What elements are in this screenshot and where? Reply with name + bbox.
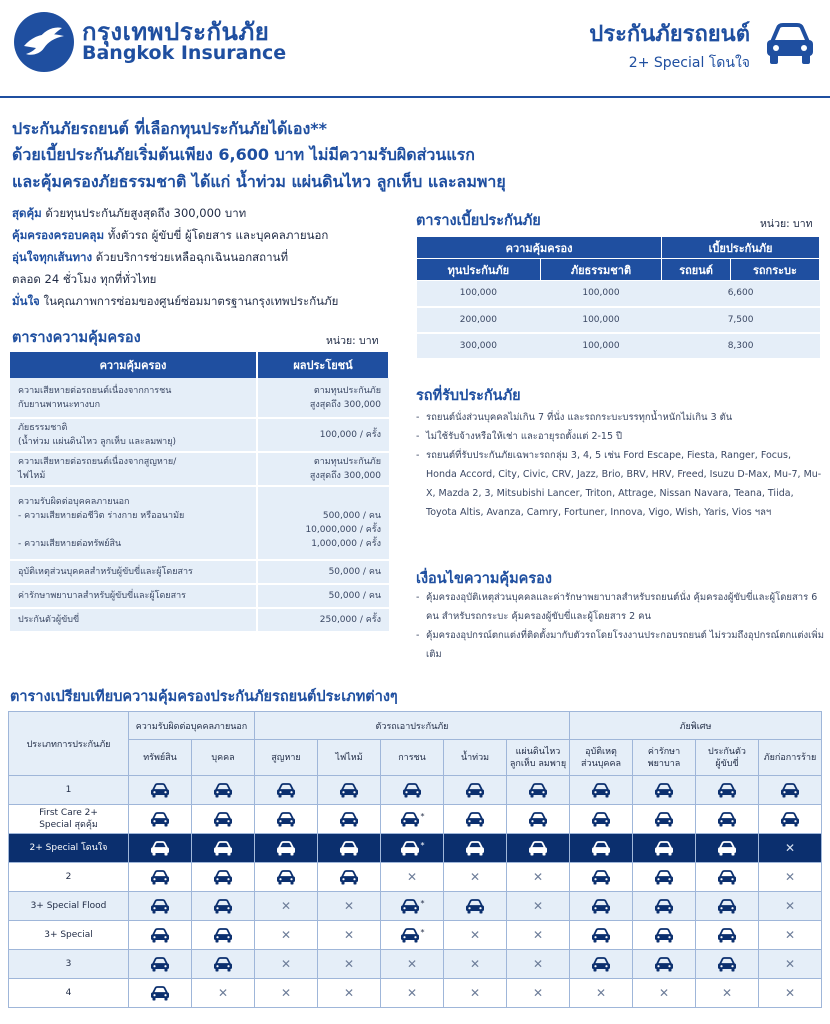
not-covered-cell — [255, 950, 318, 979]
cross-icon: ✕ — [784, 899, 796, 913]
column-header-personal-accident: อุบัติเหตุ ส่วนบุคคล — [570, 740, 633, 776]
covered-cell — [381, 892, 444, 921]
premium-table — [416, 236, 820, 360]
footnote-asterisk: * — [420, 812, 425, 821]
car-icon — [213, 870, 233, 884]
not-covered-cell — [318, 979, 381, 1008]
car-icon — [465, 841, 485, 855]
car-icon — [780, 812, 800, 826]
header-divider — [0, 96, 830, 98]
feature-2: คุ้มครองครอบคลุม ทั้งตัวรถ ผู้ขับขี่ ผู้โดยสาร และบุคคลภายนอก — [12, 228, 329, 242]
list-item: - คุ้มครองอุปกรณ์ตกแต่งที่ติดตั้งมากับตัวรถโดยโรงงานประกอบรถยนต์ ไม่รวมถึงอุปกรณ์ตกแต่งเพิ่มเติม — [416, 626, 824, 664]
covered-cell — [129, 863, 192, 892]
car-icon — [528, 841, 548, 855]
car-icon — [150, 928, 170, 942]
covered-cell — [633, 805, 696, 834]
coverage-value: 50,000 / คน — [257, 584, 389, 608]
column-header-terrorism: ภัยก่อการร้าย — [759, 740, 822, 776]
car-icon — [591, 841, 611, 855]
car-icon — [528, 783, 548, 797]
covered-cell — [192, 805, 255, 834]
table-row — [10, 608, 389, 632]
cross-icon: ✕ — [406, 870, 418, 884]
table-row — [9, 979, 822, 1008]
cross-icon: ✕ — [532, 986, 544, 1000]
car-icon — [654, 783, 674, 797]
car-icon — [717, 899, 737, 913]
not-covered-cell — [381, 950, 444, 979]
covered-cell — [129, 834, 192, 863]
brand-name-thai: กรุงเทพประกันภัย — [82, 18, 270, 46]
car-icon — [764, 22, 816, 70]
covered-cell — [129, 921, 192, 950]
car-icon — [213, 899, 233, 913]
covered-cell — [570, 863, 633, 892]
list-item: - รถยนต์นั่งส่วนบุคคลไม่เกิน 7 ที่นั่ง และรถกระบะบรรทุกน้ำหนักไม่เกิน 3 ตัน — [416, 408, 824, 427]
car-icon — [150, 899, 170, 913]
not-covered-cell — [444, 863, 507, 892]
not-covered-cell — [696, 979, 759, 1008]
covered-cell — [192, 892, 255, 921]
conditions-title: เงื่อนไขความคุ้มครอง — [416, 571, 552, 587]
table-row — [10, 418, 389, 452]
sum-insured-cell: 200,000 — [417, 307, 541, 333]
cross-icon: ✕ — [280, 986, 292, 1000]
covered-cell — [633, 950, 696, 979]
car-icon — [213, 812, 233, 826]
cross-icon: ✕ — [343, 899, 355, 913]
not-covered-cell — [507, 863, 570, 892]
sum-insured-cell: 300,000 — [417, 333, 541, 359]
covered-cell — [192, 834, 255, 863]
car-icon — [339, 841, 359, 855]
cross-icon: ✕ — [280, 928, 292, 942]
not-covered-cell — [318, 892, 381, 921]
car-icon — [717, 812, 737, 826]
covered-cell — [381, 805, 444, 834]
cross-icon: ✕ — [469, 928, 481, 942]
covered-cell — [129, 805, 192, 834]
covered-cell — [696, 921, 759, 950]
plan-name: 4 — [9, 979, 129, 1008]
covered-cell — [633, 863, 696, 892]
car-icon — [339, 812, 359, 826]
covered-cell — [696, 834, 759, 863]
table-row — [10, 560, 389, 584]
car-icon — [717, 957, 737, 971]
car-icon — [276, 812, 296, 826]
coverage-header-coverage: ความคุ้มครอง — [10, 352, 257, 378]
covered-cell — [318, 863, 381, 892]
table-row — [10, 584, 389, 608]
car-icon — [780, 783, 800, 797]
feature-5: มั่นใจ ในคุณภาพการซ่อมของศูนย์ซ่อมมาตรฐานกรุงเทพประกันภัย — [12, 294, 339, 308]
coverage-label: ภัยธรรมชาติ (น้ำท่วม แผ่นดินไหว ลูกเห็บ และลมพายุ) — [10, 418, 257, 452]
cross-icon: ✕ — [406, 986, 418, 1000]
cross-icon: ✕ — [784, 957, 796, 971]
premium-cell: 6,600 — [662, 281, 820, 307]
plan-name: First Care 2+ Special สุดคุ้ม — [9, 805, 129, 834]
coverage-title: ตารางความคุ้มครอง — [12, 330, 141, 346]
cross-icon: ✕ — [280, 899, 292, 913]
not-covered-cell — [318, 950, 381, 979]
coverage-header-benefit: ผลประโยชน์ — [257, 352, 389, 378]
covered-cell — [444, 805, 507, 834]
conditions-list — [416, 588, 824, 664]
premium-group-coverage: ความคุ้มครอง — [417, 237, 662, 259]
coverage-value: ตามทุนประกันภัย สูงสุดถึง 300,000 — [257, 378, 389, 418]
premium-header-natural-disaster: ภัยธรรมชาติ — [540, 259, 661, 281]
covered-cell — [129, 892, 192, 921]
coverage-label: ความรับผิดต่อบุคคลภายนอก - ความเสียหายต่อชีวิต ร่างกาย หรืออนามัย - ความเสียหายต่อทรัพย์สิน — [10, 486, 257, 560]
natural-disaster-cell: 100,000 — [540, 307, 661, 333]
covered-cell — [633, 776, 696, 805]
table-row — [9, 834, 822, 863]
car-icon — [400, 928, 420, 942]
car-icon — [465, 899, 485, 913]
covered-cell — [633, 892, 696, 921]
cross-icon: ✕ — [658, 986, 670, 1000]
table-row — [10, 378, 389, 418]
covered-cell — [507, 805, 570, 834]
cross-icon: ✕ — [469, 986, 481, 1000]
car-icon — [654, 899, 674, 913]
product-title: ประกันภัยรถยนต์ — [589, 22, 750, 47]
car-icon — [528, 812, 548, 826]
cross-icon: ✕ — [532, 957, 544, 971]
coverage-label: ความเสียหายต่อรถยนต์เนื่องจากการชน กับยานพาหนะทางบก — [10, 378, 257, 418]
covered-cell — [696, 863, 759, 892]
cross-icon: ✕ — [784, 870, 796, 884]
coverage-unit: หน่วย: บาท — [326, 335, 379, 347]
feature-3: อุ่นใจทุกเส้นทาง ด้วยบริการช่วยเหลือฉุกเฉินนอกสถานที่ — [12, 250, 289, 264]
covered-cell — [444, 834, 507, 863]
coverage-value: 100,000 / ครั้ง — [257, 418, 389, 452]
list-item: - ไม่ใช้รับจ้างหรือให้เช่า และอายุรถตั้งแต่ 2-15 ปี — [416, 427, 824, 446]
covered-cell — [570, 805, 633, 834]
covered-cell — [129, 979, 192, 1008]
car-icon — [591, 812, 611, 826]
plan-name: 3+ Special Flood — [9, 892, 129, 921]
premium-cell: 7,500 — [662, 307, 820, 333]
not-covered-cell — [318, 921, 381, 950]
cross-icon: ✕ — [280, 957, 292, 971]
car-icon — [339, 870, 359, 884]
covered-cell — [381, 776, 444, 805]
covered-cell — [129, 950, 192, 979]
cross-icon: ✕ — [784, 928, 796, 942]
column-header-theft: สูญหาย — [255, 740, 318, 776]
covered-cell — [507, 834, 570, 863]
covered-cell — [381, 834, 444, 863]
covered-cell — [570, 834, 633, 863]
table-row — [10, 452, 389, 486]
covered-cell — [696, 950, 759, 979]
not-covered-cell — [444, 979, 507, 1008]
cross-icon: ✕ — [406, 957, 418, 971]
covered-cell — [507, 776, 570, 805]
plan-name: 2 — [9, 863, 129, 892]
coverage-table — [10, 352, 390, 633]
not-covered-cell — [444, 921, 507, 950]
not-covered-cell — [507, 950, 570, 979]
cross-icon: ✕ — [784, 841, 796, 855]
plan-name: 3 — [9, 950, 129, 979]
not-covered-cell — [759, 892, 822, 921]
car-icon — [654, 812, 674, 826]
plan-name: 3+ Special — [9, 921, 129, 950]
group-header-special: ภัยพิเศษ — [570, 712, 822, 740]
not-covered-cell — [570, 979, 633, 1008]
product-subtitle: 2+ Special โดนใจ — [628, 55, 750, 71]
table-row — [9, 892, 822, 921]
list-item: - คุ้มครองอุบัติเหตุส่วนบุคคลและค่ารักษาพยาบาลสำหรับรถยนต์นั่ง คุ้มครองผู้ขับขี่และผู้โดยสาร 6 คน สำหรับรถกระบะ คุ้มครองผู้ขับขี่และผู้โดยสาร 2 คน — [416, 588, 824, 626]
car-icon — [465, 783, 485, 797]
headline-3: และคุ้มครองภัยธรรมชาติ ได้แก่ น้ำท่วม แผ่นดินไหว ลูกเห็บ และลมพายุ — [12, 172, 506, 191]
covered-cell — [570, 892, 633, 921]
not-covered-cell — [381, 863, 444, 892]
brand-name-english: Bangkok Insurance — [82, 42, 287, 64]
column-header-flood: น้ำท่วม — [444, 740, 507, 776]
covered-cell — [318, 805, 381, 834]
feature-4: ตลอด 24 ชั่วโมง ทุกที่ทั่วไทย — [12, 272, 157, 286]
comparison-title: ตารางเปรียบเทียบความคุ้มครองประกันภัยรถยนต์ประเภทต่างๆ — [10, 689, 398, 705]
car-icon — [654, 841, 674, 855]
covered-cell — [192, 950, 255, 979]
covered-cell — [255, 805, 318, 834]
plan-name: 1 — [9, 776, 129, 805]
cross-icon: ✕ — [469, 870, 481, 884]
car-icon — [654, 870, 674, 884]
covered-cell — [696, 776, 759, 805]
covered-cell — [696, 805, 759, 834]
coverage-value: 50,000 / คน — [257, 560, 389, 584]
cross-icon: ✕ — [532, 870, 544, 884]
sum-insured-cell: 100,000 — [417, 281, 541, 307]
covered-cell — [570, 776, 633, 805]
cross-icon: ✕ — [469, 957, 481, 971]
cross-icon: ✕ — [343, 928, 355, 942]
list-item: - รถยนต์ที่รับประกันภัยเฉพาะรถกลุ่ม 3, 4, 5 เช่น Ford Escape, Fiesta, Ranger, Focus, Honda Accord, City, Civic, CRV, Jazz, Brio, BRV, HRV, Freed, Isuzu D-Max, Mu-7, Mu-X, Mazda 2, 3, Mitsubishi Lancer, Triton, Attrage, Nissan Navara, Teana, Tiida, Toyota Altis, Avanza, Camry, Fortuner, Innova, Vigo, Wish, Yaris, Vios ฯลฯ — [416, 446, 824, 522]
column-header-collision: การชน — [381, 740, 444, 776]
not-covered-cell — [507, 892, 570, 921]
car-icon — [654, 957, 674, 971]
bangkok-insurance-logo — [14, 12, 74, 72]
not-covered-cell — [759, 834, 822, 863]
footnote-asterisk: * — [420, 899, 425, 908]
not-covered-cell — [444, 950, 507, 979]
not-covered-cell — [759, 979, 822, 1008]
premium-header-car: รถยนต์ — [662, 259, 731, 281]
car-icon — [717, 870, 737, 884]
car-icon — [150, 870, 170, 884]
car-icon — [591, 870, 611, 884]
car-icon — [150, 783, 170, 797]
table-row — [10, 486, 389, 560]
coverage-label: ความเสียหายต่อรถยนต์เนื่องจากสูญหาย/ ไฟไหม้ — [10, 452, 257, 486]
table-row — [9, 805, 822, 834]
car-icon — [276, 783, 296, 797]
coverage-label: อุบัติเหตุส่วนบุคคลสำหรับผู้ขับขี่และผู้โดยสาร — [10, 560, 257, 584]
premium-group-premium: เบี้ยประกันภัย — [662, 237, 820, 259]
comparison-table — [8, 711, 822, 1008]
bird-logo-icon — [14, 12, 74, 72]
car-icon — [150, 986, 170, 1000]
car-icon — [400, 841, 420, 855]
covered-cell — [129, 776, 192, 805]
column-header-bail-bond: ประกันตัว ผู้ขับขี่ — [696, 740, 759, 776]
footnote-asterisk: * — [420, 841, 425, 850]
car-icon — [400, 812, 420, 826]
cross-icon: ✕ — [532, 899, 544, 913]
table-row — [9, 950, 822, 979]
not-covered-cell — [255, 979, 318, 1008]
column-header-property: ทรัพย์สิน — [129, 740, 192, 776]
table-row — [417, 281, 820, 307]
group-header-third-party: ความรับผิดต่อบุคคลภายนอก — [129, 712, 255, 740]
car-icon — [213, 783, 233, 797]
car-icon — [465, 812, 485, 826]
car-icon — [717, 928, 737, 942]
car-icon — [402, 783, 422, 797]
coverage-value: ตามทุนประกันภัย สูงสุดถึง 300,000 — [257, 452, 389, 486]
table-row — [9, 863, 822, 892]
headline-2: ด้วยเบี้ยประกันภัยเริ่มต้นเพียง 6,600 บาท ไม่มีความรับผิดส่วนแรก — [12, 145, 475, 164]
cross-icon: ✕ — [343, 986, 355, 1000]
covered-cell — [255, 776, 318, 805]
car-icon — [213, 928, 233, 942]
covered-cell — [255, 863, 318, 892]
car-icon — [400, 899, 420, 913]
not-covered-cell — [759, 921, 822, 950]
car-icon — [276, 841, 296, 855]
covered-cell — [444, 892, 507, 921]
covered-cell — [633, 921, 696, 950]
coverage-label: ประกันตัวผู้ขับขี่ — [10, 608, 257, 632]
car-icon — [591, 899, 611, 913]
car-icon — [339, 783, 359, 797]
car-icon — [150, 957, 170, 971]
premium-unit: หน่วย: บาท — [760, 218, 813, 230]
covered-cell — [570, 950, 633, 979]
coverage-label: ค่ารักษาพยาบาลสำหรับผู้ขับขี่และผู้โดยสาร — [10, 584, 257, 608]
footnote-asterisk: * — [420, 928, 425, 937]
not-covered-cell — [255, 892, 318, 921]
covered-cell — [633, 834, 696, 863]
table-row — [417, 307, 820, 333]
covered-cell — [318, 776, 381, 805]
table-row — [9, 776, 822, 805]
car-icon — [213, 957, 233, 971]
covered-cell — [570, 921, 633, 950]
covered-cell — [759, 776, 822, 805]
column-header-fire: ไฟไหม้ — [318, 740, 381, 776]
column-header-medical: ค่ารักษา พยาบาล — [633, 740, 696, 776]
vehicles-list — [416, 408, 824, 522]
natural-disaster-cell: 100,000 — [540, 333, 661, 359]
covered-cell — [318, 834, 381, 863]
feature-1: สุดคุ้ม ด้วยทุนประกันภัยสูงสุดถึง 300,000 บาท — [12, 206, 247, 220]
cross-icon: ✕ — [532, 928, 544, 942]
not-covered-cell — [192, 979, 255, 1008]
cross-icon: ✕ — [595, 986, 607, 1000]
cross-icon: ✕ — [343, 957, 355, 971]
car-icon — [717, 783, 737, 797]
car-icon — [213, 841, 233, 855]
covered-cell — [255, 834, 318, 863]
not-covered-cell — [507, 921, 570, 950]
table-row — [417, 333, 820, 359]
covered-cell — [444, 776, 507, 805]
column-header-earthquake-hail-storm: แผ่นดินไหว ลูกเห็บ ลมพายุ — [507, 740, 570, 776]
headline-1: ประกันภัยรถยนต์ ที่เลือกทุนประกันภัยได้เอง** — [12, 119, 327, 138]
premium-cell: 8,300 — [662, 333, 820, 359]
car-icon — [591, 957, 611, 971]
vehicles-title: รถที่รับประกันภัย — [416, 388, 521, 404]
cross-icon: ✕ — [784, 986, 796, 1000]
coverage-value: 250,000 / ครั้ง — [257, 608, 389, 632]
plan-header: ประเภทการประกันภัย — [9, 712, 129, 776]
not-covered-cell — [633, 979, 696, 1008]
covered-cell — [759, 805, 822, 834]
covered-cell — [192, 776, 255, 805]
premium-header-sum-insured: ทุนประกันภัย — [417, 259, 541, 281]
covered-cell — [696, 892, 759, 921]
covered-cell — [381, 921, 444, 950]
plan-name: 2+ Special โดนใจ — [9, 834, 129, 863]
car-icon — [150, 841, 170, 855]
car-icon — [150, 812, 170, 826]
car-icon — [654, 928, 674, 942]
not-covered-cell — [381, 979, 444, 1008]
column-header-person: บุคคล — [192, 740, 255, 776]
natural-disaster-cell: 100,000 — [540, 281, 661, 307]
cross-icon: ✕ — [721, 986, 733, 1000]
premium-header-pickup: รถกระบะ — [730, 259, 819, 281]
car-icon — [591, 928, 611, 942]
not-covered-cell — [759, 863, 822, 892]
not-covered-cell — [507, 979, 570, 1008]
table-row — [9, 921, 822, 950]
car-icon — [717, 841, 737, 855]
car-icon — [591, 783, 611, 797]
group-header-vehicle: ตัวรถเอาประกันภัย — [255, 712, 570, 740]
car-icon — [276, 870, 296, 884]
not-covered-cell — [255, 921, 318, 950]
coverage-value: 500,000 / คน 10,000,000 / ครั้ง 1,000,000 / ครั้ง — [257, 486, 389, 560]
not-covered-cell — [759, 950, 822, 979]
covered-cell — [192, 863, 255, 892]
covered-cell — [192, 921, 255, 950]
premium-title: ตารางเบี้ยประกันภัย — [416, 213, 541, 229]
cross-icon: ✕ — [217, 986, 229, 1000]
